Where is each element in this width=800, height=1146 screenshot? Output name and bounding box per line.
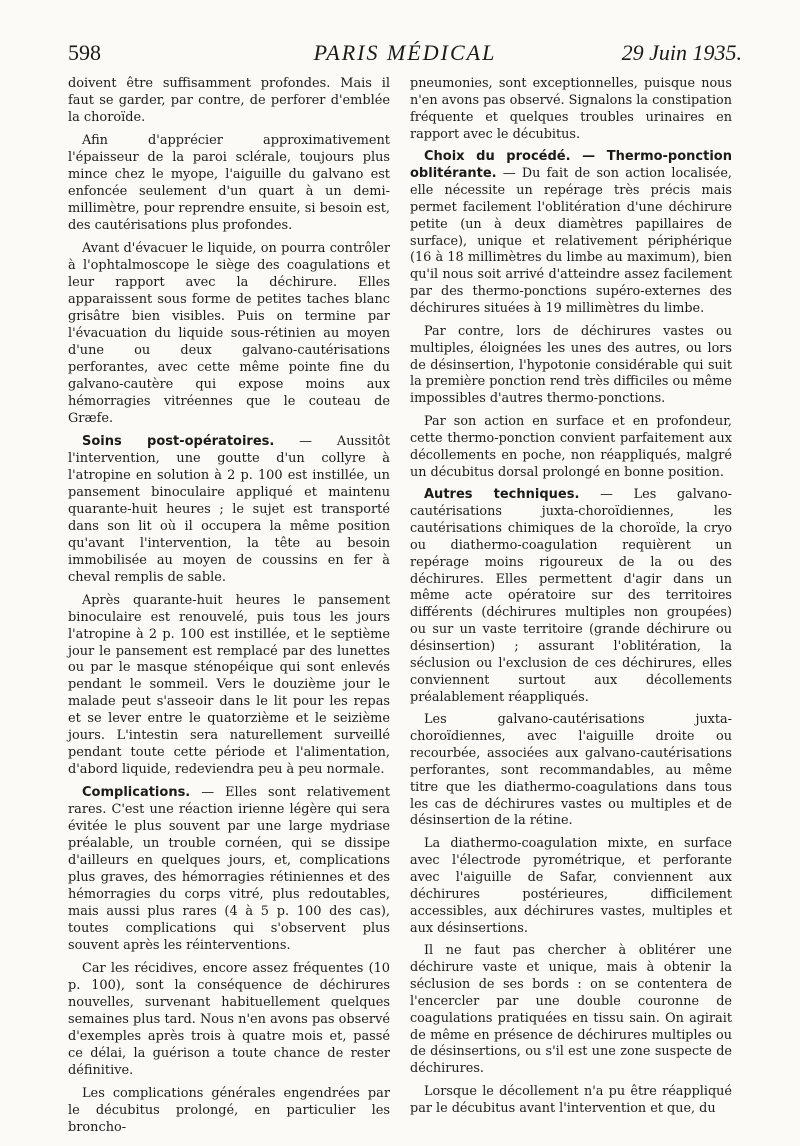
section-heading: Choix du procédé. — Thermo-ponction oblitérante. — [410, 149, 732, 182]
paragraph: Avant d'évacuer le liquide, on pourra contrôler à l'ophtalmoscope le siège des coagulations et leur rapport avec la déchirure. Elles apparaissent sous forme de petites taches blanc grisâtre bien visibles. Puis on termine par l'évacuation du liquide sous-rétinien au moyen d'une ou deux galvano-cautérisations perforantes, avec cette même pointe fine du galvano-cautère qui expose moins aux hémorragies vitréennes que le couteau de Græfe. — [68, 240, 390, 426]
paragraph: Car les récidives, encore assez fréquentes (10 p. 100), sont la conséquence de déchirures nouvelles, survenant habituellement quelques semaines plus tard. Nous n'en avons pas observé d'exemples après trois à quatre mois et, passé ce délai, la guérison a toute chance de rester définitive. — [68, 961, 390, 1079]
paragraph: Les complications générales engendrées par le décubitus prolongé, en particulier les broncho- — [68, 1086, 390, 1136]
paragraph: Il ne faut pas chercher à oblitérer une déchirure vaste et unique, mais à obtenir la séclusion de ses bords : on se contentera de l'encercler par une double couronne de coagulations pratiquées en tissu sain. On agirait de même en présence de déchirures multiples ou de désinsertions, ou s'il est une zone suspecte de déchirures. — [410, 943, 732, 1077]
paragraph: Autres techniques. — Les galvano-cautérisations juxta-choroïdiennes, les cautérisations chimiques de la choroïde, la cryo ou diathermo-coagulation requièrent un repérage moins rigoureux de la ou des déchirures. Elles permettent d'agir dans un même acte opératoire sur des territoires différents (déchirures multiples non groupées) ou sur un vaste territoire (grande déchirure ou désinsertion) ; assurant l'oblitération, la séclusion ou l'exclusion de ces déchirures, elles conviennent surtout aux décollements préalablement réappliqués. — [410, 487, 733, 705]
page-number: 598 — [68, 40, 101, 65]
paragraph: Soins post-opératoires. — Aussitôt l'intervention, une goutte d'un collyre à l'atropine en solution à 2 p. 100 est instillée, un pansement binoculaire appliqué et maintenu quarante-huit heures ; le sujet est transporté dans son lit où il occupera la même position qu'avant l'intervention, la tête au besoin immobilisée au moyen de coussins en fer à cheval remplis de sable. — [68, 433, 390, 585]
right-column — [410, 76, 732, 1118]
paragraph: Complications. — Elles sont relativement rares. C'est une réaction irienne légère qui sera évitée le plus souvent par une large mydriase préalable, un trouble cornéen, qui se dissipe d'ailleurs en quelques jours, et, complications plus graves, des hémorragies rétiniennes et des hémorragies du corps vitré, plus redoutables, mais aussi plus rares (4 à 5 p. 100 des cas), toutes complications qui s'observent plus souvent après les réinterventions. — [68, 785, 390, 954]
paragraph: pneumonies, sont exceptionnelles, puisque nous n'en avons pas observé. Signalons la constipation fréquente et quelques troubles urinaires en rapport avec le décubitus. — [410, 76, 732, 142]
section-heading: Autres techniques. — [424, 487, 580, 503]
paragraph: Par contre, lors de déchirures vastes ou multiples, éloignées les unes des autres, ou lors de désinsertion, l'hypotonie considérable qui suit la première ponction rend très difficiles ou même impossibles d'autres thermo-ponctions. — [410, 323, 732, 407]
issue-date: 29 Juin 1935. — [621, 40, 742, 65]
paragraph: Lorsque le décollement n'a pu être réappliqué par le décubitus avant l'intervention et que, du — [410, 1084, 732, 1116]
left-column — [68, 76, 390, 1137]
paragraph: Afin d'apprécier approximativement l'épaisseur de la paroi sclérale, toujours plus mince chez le myope, l'aiguille du galvano est enfoncée seulement d'un quart à un demi-millimètre, pour reprendre ensuite, si besoin est, des cautérisations plus profondes. — [68, 132, 390, 233]
page-header — [68, 40, 742, 70]
paragraph: Les galvano-cautérisations juxta-choroïdiennes, avec l'aiguille droite ou recourbée, associées aux galvano-cautérisations perforantes, sont recommandables, au même titre que les diathermo-coagulations dans tous les cas de déchirures vastes ou multiples et de désinsertion de la rétine. — [410, 712, 732, 829]
section-heading: Soins post-opératoires. — [82, 433, 275, 449]
paragraph: Par son action en surface et en profondeur, cette thermo-ponction convient parfaitement aux décollements en poche, non réappliqués, malgré un décubitus dorsal prolongé en bonne position. — [410, 414, 732, 480]
journal-title: PARIS MÉDICAL — [313, 40, 497, 65]
paragraph: La diathermo-coagulation mixte, en surface avec l'électrode pyrométrique, et perforante avec l'aiguille de Safar, conviennent aux déchirures postérieures, difficilement accessibles, aux déchirures vastes, multiples et aux désinsertions. — [410, 836, 732, 936]
paragraph: Choix du procédé. — Thermo-ponction oblitérante. — Du fait de son action localisée, elle nécessite un repérage très précis mais permet facilement l'oblitération d'une déchirure petite (un à deux diamètres papillaires de surface), unique et relativement périphérique (16 à 18 millimètres du limbe au maximum), bien qu'il nous soit arrivé d'atteindre assez facilement par des thermo-ponctions supéro-externes des déchirures situées à 19 millimètres du limbe. — [410, 149, 732, 316]
section-heading: Complications. — [82, 785, 191, 801]
paragraph: Après quarante-huit heures le pansement binoculaire est renouvelé, puis tous les jours l'atropine à 2 p. 100 est instillée, et le septième jour le pansement est remplacé par des lunettes ou par le masque sténopéique qui sont enlevés pendant le sommeil. Vers le douzième jour le malade peut s'asseoir dans le lit pour les repas et se lever entre le quatorzième et le seizième jours. L'intestin sera naturellement surveillé pendant toute cette période et l'alimentation, d'abord liquide, redeviendra peu à peu normale. — [68, 592, 390, 778]
paragraph: doivent être suffisamment profondes. Mais il faut se garder, par contre, de perforer d'emblée la choroïde. — [68, 76, 390, 125]
